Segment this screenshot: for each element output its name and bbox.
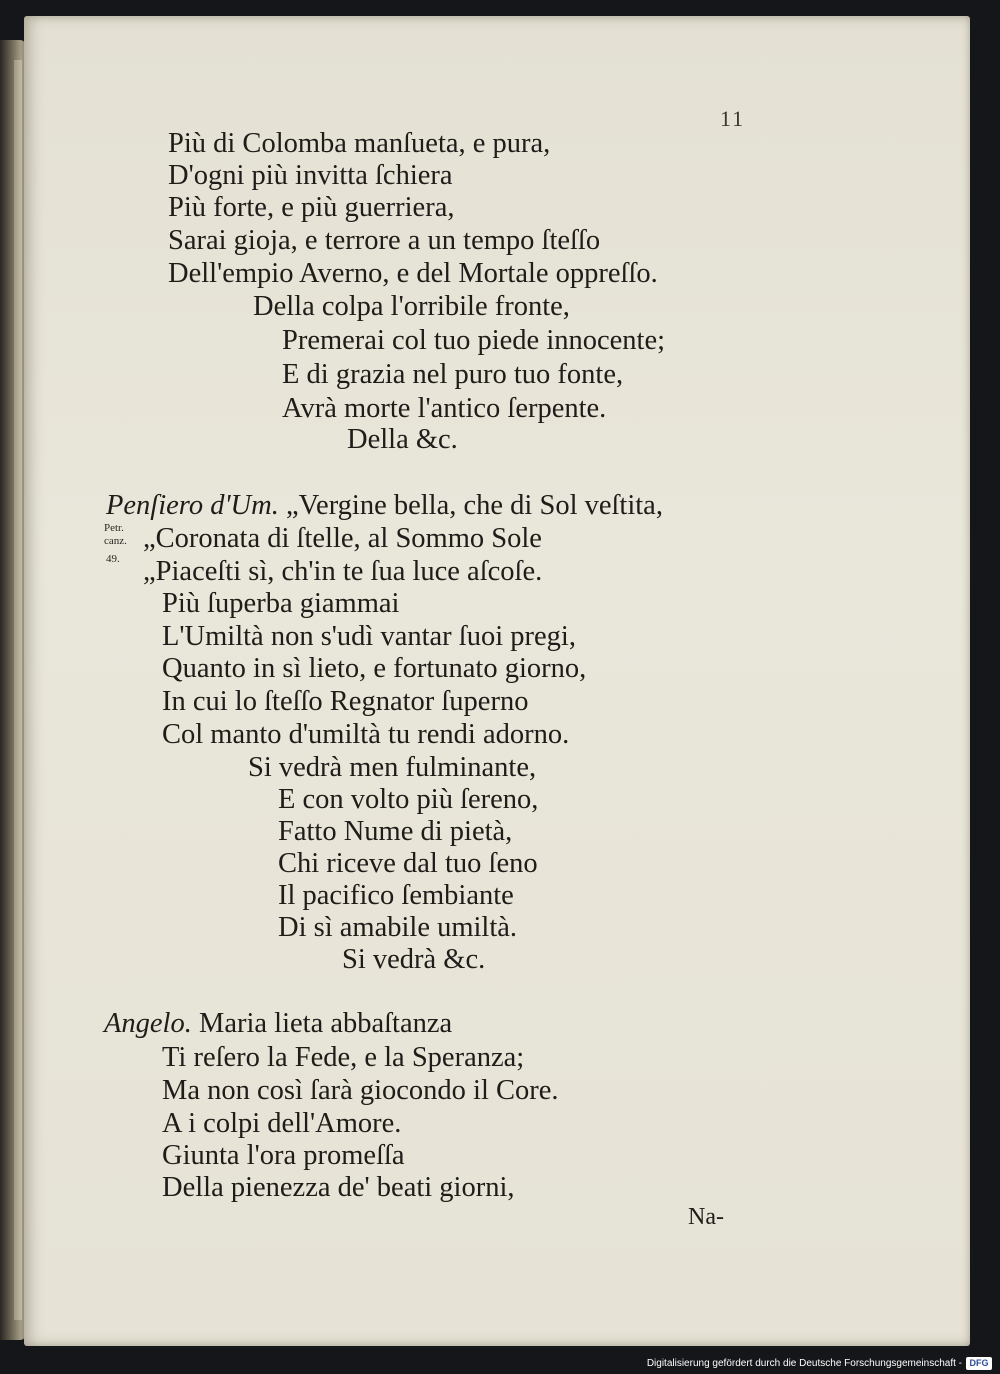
verse-line: Sarai gioja, e terrore a un tempo ſteſſo bbox=[168, 225, 601, 256]
verse-line: Della pienezza de' beati giorni, bbox=[162, 1172, 515, 1203]
verse-line: E di grazia nel puro tuo fonte, bbox=[282, 359, 624, 390]
verse-line: Premerai col tuo piede innocente; bbox=[282, 325, 666, 356]
verse-line: L'Umiltà non s'udì vantar ſuoi pregi, bbox=[162, 621, 576, 652]
verse-line: „Piaceſti sì, ch'in te ſua luce aſcoſe. bbox=[143, 556, 543, 587]
verse-line: In cui lo ſteſſo Regnator ſuperno bbox=[162, 686, 529, 717]
digitization-credit: Digitalisierung gefördert durch die Deutsche Forschungsgemeinschaft - bbox=[646, 1358, 962, 1369]
adjacent-page-edge bbox=[0, 40, 26, 1340]
margin-note-number: 49. bbox=[106, 553, 120, 565]
speaker-first-line: „Vergine bella, che di Sol veſtita, bbox=[278, 490, 663, 521]
verse-line: Col manto d'umiltà tu rendi adorno. bbox=[162, 719, 570, 750]
speaker-line bbox=[104, 1008, 452, 1040]
dfg-logo-icon: DFG bbox=[966, 1357, 992, 1370]
speaker-name: Penſiero d'Um. bbox=[106, 490, 279, 521]
verse-line: A i colpi dell'Amore. bbox=[162, 1108, 402, 1139]
verse-line: Ma non così ſarà giocondo il Core. bbox=[162, 1075, 559, 1106]
verse-line: Più ſuperba giammai bbox=[162, 588, 400, 619]
refrain-line: Si vedrà &c. bbox=[342, 944, 486, 975]
page-number: 11 bbox=[720, 106, 746, 131]
verse-line: Giunta l'ora promeſſa bbox=[162, 1140, 405, 1171]
speaker-name: Angelo. bbox=[104, 1008, 192, 1039]
verse-line: Ti reſero la Fede, e la Speranza; bbox=[162, 1042, 525, 1073]
verse-line: D'ogni più invitta ſchiera bbox=[168, 160, 453, 191]
verse-line: Il pacifico ſembiante bbox=[278, 880, 514, 911]
margin-note-canz: canz. bbox=[104, 535, 127, 547]
verse-line: Fatto Nume di pietà, bbox=[278, 816, 513, 847]
refrain-line: Della &c. bbox=[347, 424, 458, 455]
verse-line: Si vedrà men fulminante, bbox=[248, 752, 537, 783]
verse-line: Quanto in sì lieto, e fortunato giorno, bbox=[162, 653, 587, 684]
verse-line: Chi riceve dal tuo ſeno bbox=[278, 848, 538, 879]
speaker-line bbox=[106, 490, 663, 522]
verse-line: Della colpa l'orribile fronte, bbox=[253, 291, 570, 322]
verse-line: Più forte, e più guerriera, bbox=[168, 192, 455, 223]
margin-note-petr: Petr. bbox=[104, 522, 124, 534]
verse-line: Di sì amabile umiltà. bbox=[278, 912, 518, 943]
catchword: Na- bbox=[688, 1204, 724, 1230]
verse-line: Dell'empio Averno, e del Mortale oppreſſo. bbox=[168, 258, 658, 289]
verse-line: „Coronata di ſtelle, al Sommo Sole bbox=[143, 523, 542, 554]
adjacent-page-fore-edge bbox=[14, 60, 22, 1320]
verse-line: Avrà morte l'antico ſerpente. bbox=[282, 393, 607, 424]
verse-line: Più di Colomba manſueta, e pura, bbox=[168, 128, 551, 159]
verse-line: E con volto più ſereno, bbox=[278, 784, 539, 815]
speaker-first-line: Maria lieta abbaſtanza bbox=[191, 1008, 453, 1039]
